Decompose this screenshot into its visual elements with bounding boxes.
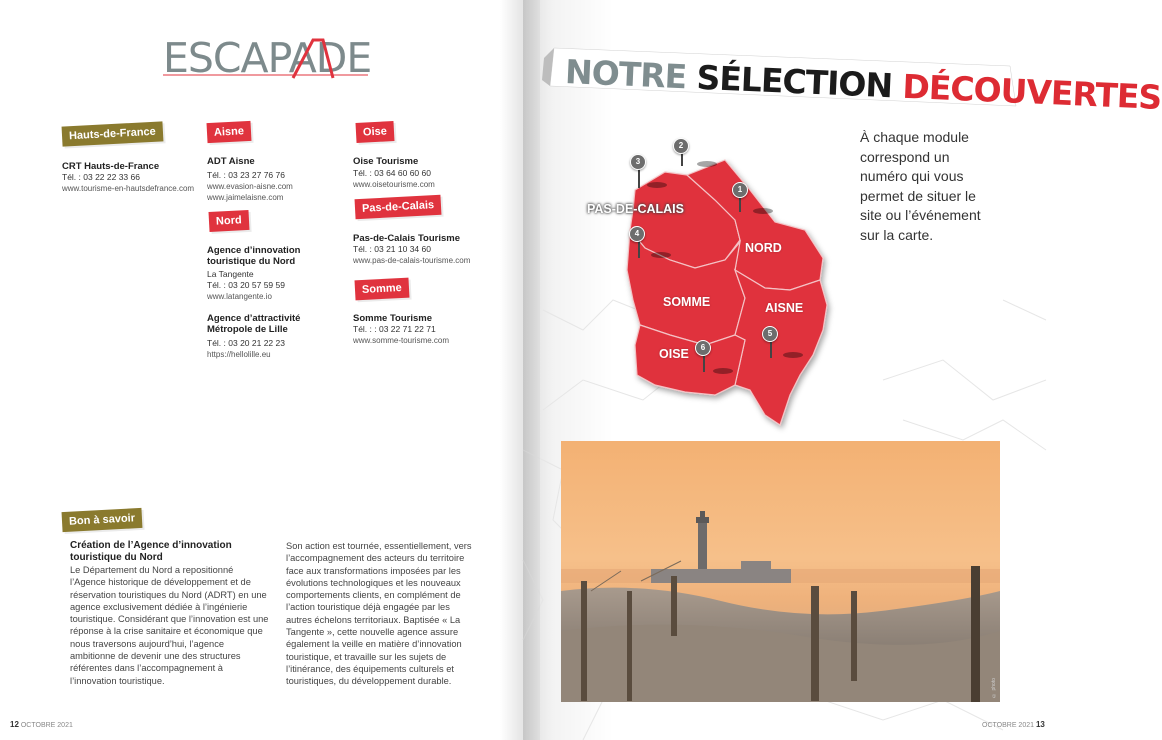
page-number: 13 — [1035, 720, 1045, 729]
map-label-nord: NORD — [745, 241, 782, 255]
contact-url[interactable]: www.latangente.io — [207, 292, 272, 301]
contact-oise — [353, 156, 503, 190]
page-gutter-shadow — [500, 0, 540, 740]
region-map — [575, 130, 845, 430]
contact-tel: Tél. : 03 20 21 22 23 — [207, 338, 285, 348]
page-number: 12 — [10, 720, 19, 729]
escapade-logo — [163, 36, 373, 86]
contact-url[interactable]: www.somme-tourisme.com — [353, 336, 450, 345]
pin-stem — [739, 196, 741, 212]
pin-shadow — [647, 182, 667, 188]
article-title: Création de l’Agence d’innovation touristique du Nord — [70, 540, 232, 563]
contact-name: Agence d’attractivité Métropole de Lille — [207, 313, 301, 335]
contact-somme — [353, 313, 503, 346]
pin-shadow — [651, 252, 671, 258]
map-shape — [575, 130, 845, 430]
contact-url[interactable]: www.tourisme-en-hautsdefrance.com — [62, 184, 195, 193]
map-pin-4[interactable]: 4 — [629, 226, 645, 242]
pin-stem — [638, 240, 640, 258]
lighthouse-photo — [561, 441, 1000, 702]
contact-url[interactable]: https://hellolille.eu — [207, 350, 271, 359]
contact-name: Pas-de-Calais Tourisme — [353, 233, 461, 244]
contact-tel: Tél. : 03 21 10 34 60 — [353, 244, 431, 254]
pin-shadow — [697, 161, 717, 167]
map-pin-3[interactable]: 3 — [630, 154, 646, 170]
map-label-oise: OISE — [659, 347, 689, 361]
article-column-1: Le Département du Nord a repositionné l’Agence historique de développement et de réservation touristiques du Nord (ADRT) en une agence exclusivement dédiée à l’ingénierie touristique. Considérant que l’innovation est une réponse à la crise sanitaire et économique que nous traversons aujourd’hui, l’agence ambitionne de devenir une des structures référentes dans l’accompagnement à l’innovation touristique. — [70, 565, 269, 686]
contact-name: Somme Tourisme — [353, 313, 433, 324]
pin-stem — [703, 354, 705, 372]
pin-shadow — [783, 352, 803, 358]
contact-url[interactable]: www.evasion-aisne.com — [207, 182, 293, 191]
region-aisne — [735, 270, 827, 425]
map-label-somme: SOMME — [663, 295, 711, 309]
logo-red-stroke — [163, 36, 373, 86]
map-pin-1[interactable]: 1 — [732, 182, 748, 198]
banner-word-1: NOTRE — [564, 52, 688, 97]
pin-shadow — [753, 208, 773, 214]
contact-nord-innovation — [207, 245, 347, 302]
issue-date: OCTOBRE 2021 — [982, 722, 1035, 729]
left-page — [0, 0, 523, 740]
contact-tel: Tél. : : 03 22 71 22 71 — [353, 324, 436, 334]
map-pin-2[interactable]: 2 — [673, 138, 689, 154]
map-intro-text: À chaque module correspond un numéro qui vous permet de situer le site ou l’événement sur la carte. — [860, 129, 981, 243]
pin-stem — [770, 340, 772, 358]
pin-stem — [681, 152, 683, 166]
contact-url[interactable]: www.pas-de-calais-tourisme.com — [353, 256, 471, 265]
pin-shadow — [713, 368, 733, 374]
tag-pas-de-calais: Pas-de-Calais — [355, 195, 442, 219]
contact-url[interactable]: www.oisetourisme.com — [353, 180, 435, 189]
contact-tel: Tél. : 03 64 60 60 60 — [353, 168, 431, 178]
photo-illustration — [561, 441, 1000, 702]
contact-name: CRT Hauts-de-France — [62, 161, 160, 172]
folio-left — [10, 720, 73, 729]
contact-pas-de-calais — [353, 233, 503, 266]
contact-subtitle: La Tangente — [207, 269, 254, 279]
contact-metropole-lille — [207, 313, 347, 360]
tag-oise: Oise — [356, 121, 395, 143]
contact-aisne — [207, 156, 347, 203]
contact-tel: Tél. : 03 22 22 33 66 — [62, 172, 140, 182]
map-label-pas-de-calais: PAS-DE-CALAIS — [587, 202, 684, 216]
tag-somme: Somme — [355, 278, 410, 301]
contact-hdf — [62, 161, 202, 194]
logo-text: ESCAPADE — [163, 34, 372, 82]
pin-stem — [638, 168, 640, 188]
map-pin-5[interactable]: 5 — [762, 326, 778, 342]
contact-name: Oise Tourisme — [353, 156, 419, 167]
article-column-2: Son action est tournée, essentiellement, vers l’accompagnement des acteurs du territoire face aux transformations imposées par les évolutions technologiques et les nouveaux comportements clients, en complément de l’action touristique déjà engagée par les autres échelons territoriaux. Baptisée « La Tangente », cette nouvelle agence assure également la veille en matière d’innovation touristique, et travaille sur les sujets de l’itinérance, des équipements culturels et touristiques, du développement durable. — [286, 541, 472, 687]
contact-name: ADT Aisne — [207, 156, 255, 167]
folio-right — [982, 720, 1045, 729]
tag-hauts-de-france: Hauts-de-France — [62, 121, 164, 146]
contact-tel: Tél. : 03 20 57 59 59 — [207, 280, 285, 290]
banner-word-2: SÉLECTION — [695, 57, 893, 106]
contact-tel: Tél. : 03 23 27 76 76 — [207, 170, 285, 180]
map-label-aisne: AISNE — [765, 301, 804, 315]
issue-date: OCTOBRE 2021 — [20, 722, 73, 729]
banner-word-3: DÉCOUVERTES — [901, 66, 1162, 117]
tag-bon-a-savoir: Bon à savoir — [62, 508, 143, 532]
contact-url[interactable]: www.jaimelaisne.com — [207, 193, 284, 202]
tag-aisne: Aisne — [207, 121, 252, 143]
section-banner — [548, 40, 1162, 117]
map-pin-6[interactable]: 6 — [695, 340, 711, 356]
photo-credit: © photo — [991, 678, 997, 698]
tag-nord: Nord — [209, 210, 250, 232]
contact-name: Agence d’innovation touristique du Nord — [207, 245, 301, 267]
